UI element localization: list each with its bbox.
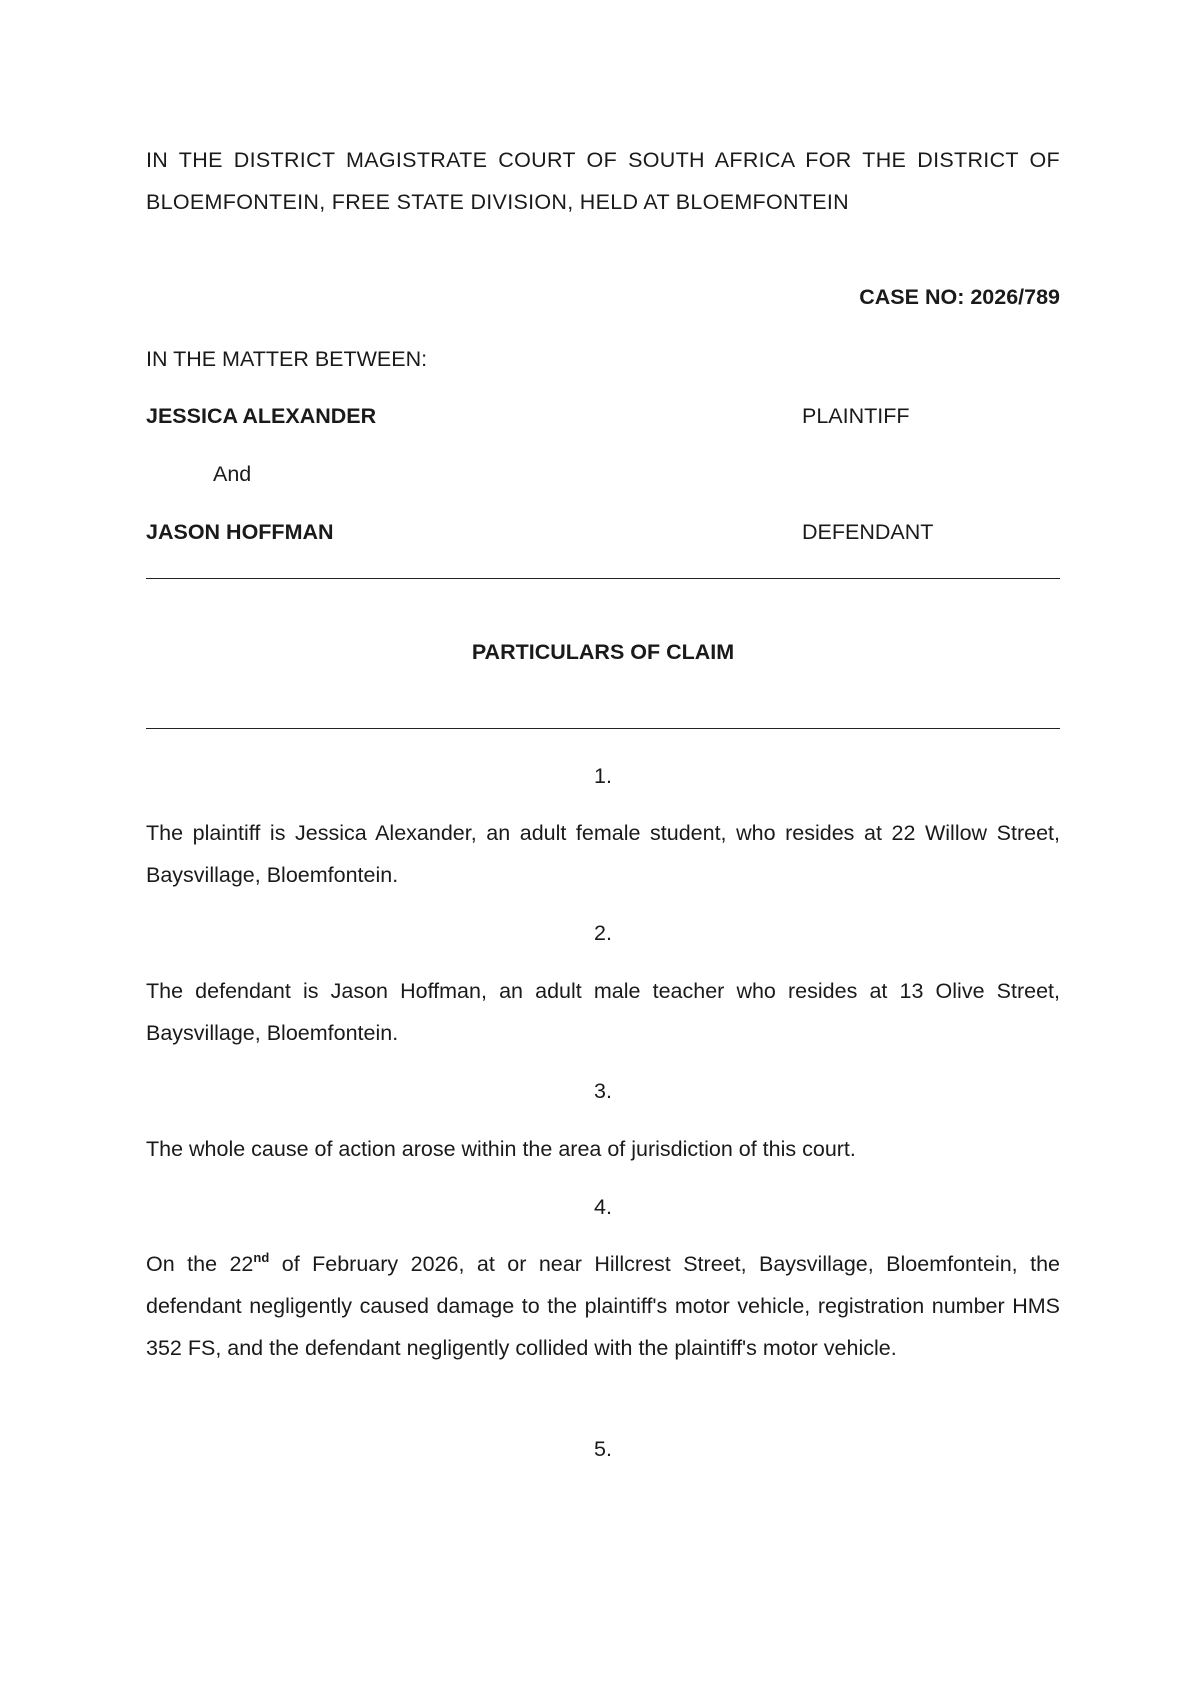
paragraph-text bbox=[146, 1243, 1060, 1369]
ordinal-suffix: nd bbox=[253, 1250, 270, 1265]
plaintiff-name: JESSICA ALEXANDER bbox=[146, 404, 377, 428]
defendant-role: DEFENDANT bbox=[802, 520, 934, 544]
divider-bottom bbox=[146, 728, 1060, 729]
paragraph-number: 4. bbox=[594, 1195, 612, 1219]
paragraph-text-rest: of February 2026, at or near Hillcrest Street, Baysvillage, Bloemfontein, the defendant negligently caused damage to the plaintiff's motor vehicle, registration number HMS 352 FS, and the defendant negligently collided with the plaintiff's motor vehicle. bbox=[146, 1252, 1060, 1360]
defendant-name: JASON HOFFMAN bbox=[146, 520, 334, 544]
document-title: PARTICULARS OF CLAIM bbox=[471, 640, 735, 664]
court-heading: IN THE DISTRICT MAGISTRATE COURT OF SOUTH AFRICA FOR THE DISTRICT OF BLOEMFONTEIN, FREE STATE DIVISION, HELD AT BLOEMFONTEIN bbox=[146, 148, 1060, 214]
paragraph-text: The whole cause of action arose within the area of jurisdiction of this court. bbox=[146, 1137, 856, 1161]
matter-between: IN THE MATTER BETWEEN: bbox=[146, 347, 428, 371]
conjunction-and: And bbox=[213, 462, 252, 486]
paragraph-text: The plaintiff is Jessica Alexander, an adult female student, who resides at 22 Willow Street, Baysvillage, Bloemfontein. bbox=[146, 821, 1060, 887]
paragraph-number: 3. bbox=[594, 1079, 612, 1103]
paragraph-text-start: On the 22 bbox=[146, 1252, 254, 1276]
paragraph-number: 5. bbox=[594, 1437, 612, 1461]
divider-top bbox=[146, 578, 1060, 579]
paragraph-number: 2. bbox=[594, 921, 612, 945]
paragraph-text: The defendant is Jason Hoffman, an adult male teacher who resides at 13 Olive Street, Baysvillage, Bloemfontein. bbox=[146, 979, 1060, 1045]
paragraph-number: 1. bbox=[594, 764, 612, 788]
case-number: CASE NO: 2026/789 bbox=[859, 285, 1060, 309]
plaintiff-role: PLAINTIFF bbox=[802, 404, 910, 428]
